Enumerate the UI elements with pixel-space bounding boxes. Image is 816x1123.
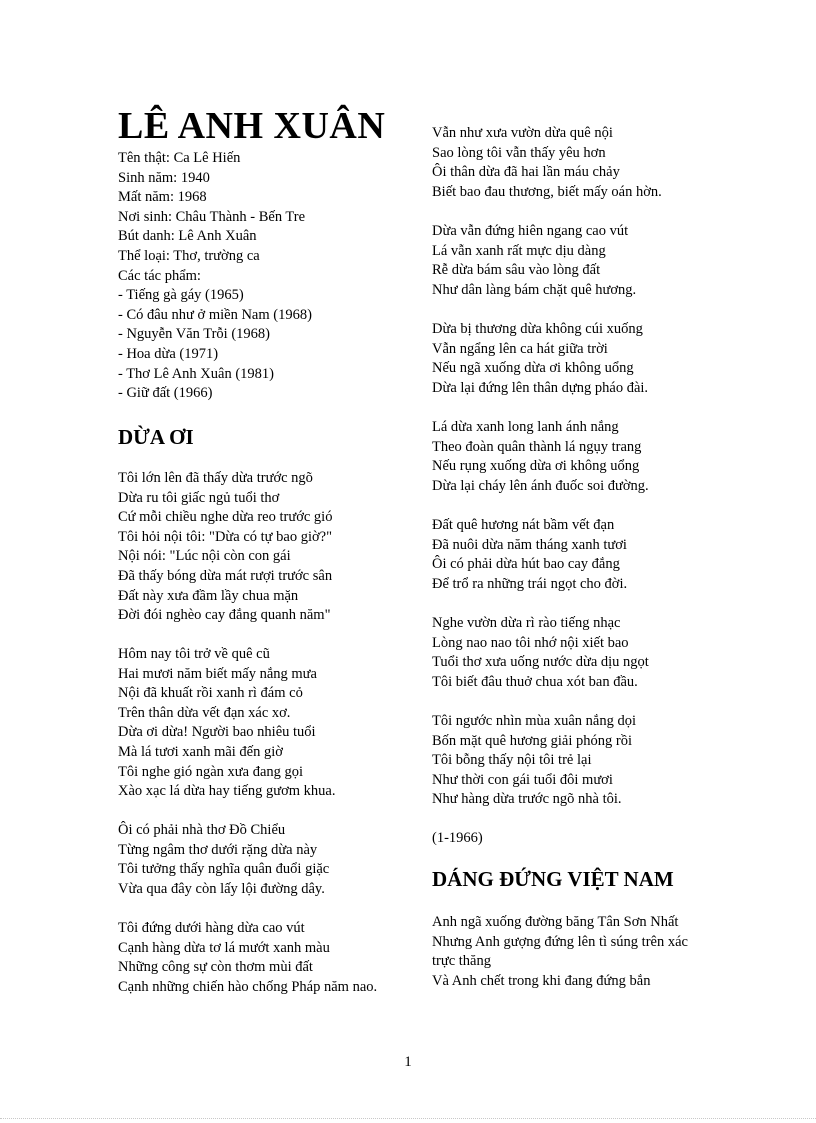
- poem-line: Vẫn như xưa vườn dừa quê nội: [432, 125, 613, 141]
- poem-stanza: [432, 913, 700, 991]
- poem-line: Dừa bị thương dừa không cúi xuống: [432, 321, 643, 337]
- poem-stanza: [432, 614, 649, 692]
- poem-line: Xào xạc lá dừa hay tiếng gươm khua.: [118, 783, 336, 800]
- poem-line: Đã thấy bóng dừa mát rượi trước sân: [118, 567, 333, 584]
- poem-line: Bốn mặt quê hương giải phóng rồi: [432, 732, 632, 749]
- poem-line: Để trổ ra những trái ngọt cho đời.: [432, 575, 628, 592]
- poem-line: Vẫn ngẩng lên ca hát giữa trời: [432, 340, 608, 357]
- poem-title-dua-oi: DỪA ƠI: [118, 425, 194, 449]
- poem-stanza: [118, 469, 332, 626]
- poem-line: Và Anh chết trong khi đang đứng bắn: [432, 972, 651, 989]
- bio-line: Bút danh: Lê Anh Xuân: [118, 228, 257, 245]
- bio-line: Nơi sinh: Châu Thành - Bến Tre: [118, 208, 306, 225]
- bio-line: Thể loại: Thơ, trường ca: [118, 247, 260, 264]
- poem-line: Nội nói: "Lúc nội còn con gái: [118, 548, 291, 565]
- poem-line: Từng ngâm thơ dưới rặng dừa này: [118, 841, 318, 858]
- poem-stanza: [118, 821, 329, 899]
- bio-line: - Giữ đất (1966): [118, 385, 213, 402]
- poem-line: Dừa ru tôi giấc ngủ tuổi thơ: [118, 489, 280, 506]
- poem-line: Nội đã khuất rồi xanh rì đám cỏ: [118, 685, 303, 702]
- poem-stanza: [432, 516, 627, 594]
- poem-line: Tôi đứng dưới hàng dừa cao vút: [118, 920, 305, 936]
- bio-line: - Thơ Lê Anh Xuân (1981): [118, 365, 274, 382]
- poem-line: Tôi hỏi nội tôi: "Dừa có tự bao giờ?": [118, 528, 333, 545]
- bio-line: Mất năm: 1968: [118, 189, 207, 206]
- poem-line: Biết bao đau thương, biết mấy oán hờn.: [432, 183, 662, 200]
- bio-line: - Hoa dừa (1971): [118, 345, 219, 362]
- poem-line: Ôi có phải dừa hút bao cay đắng: [432, 556, 620, 573]
- poem-stanza: [432, 712, 636, 810]
- poem-line: Ôi có phải nhà thơ Đồ Chiểu: [118, 822, 286, 838]
- poem-line: Như thời con gái tuổi đôi mươi: [432, 771, 613, 788]
- bio-line: - Nguyễn Văn Trỗi (1968): [118, 326, 270, 343]
- bio-line: Các tác phẩm:: [118, 267, 201, 284]
- poem-line: Đã nuôi dừa năm tháng xanh tươi: [432, 536, 627, 553]
- page-number: 1: [404, 1054, 412, 1070]
- poem-line: Tôi tưởng thấy nghĩa quân đuổi giặc: [118, 861, 330, 878]
- poem-line: Lòng nao nao tôi nhớ nội xiết bao: [432, 634, 629, 651]
- poem-line: Dừa lại đứng lên thân dựng pháo đài.: [432, 379, 649, 396]
- poem-date: (1-1966): [432, 830, 483, 846]
- poem-line: Hai mươi năm biết mấy nắng mưa: [118, 665, 317, 682]
- author-bio: [118, 149, 312, 404]
- poem-line: Tôi biết đâu thuở chua xót ban đầu.: [432, 673, 638, 690]
- poem-line: Những công sự còn thơm mùi đất: [118, 959, 313, 976]
- poem-line: Dừa lại cháy lên ánh đuốc soi đường.: [432, 477, 649, 494]
- bio-line: - Tiếng gà gáy (1965): [118, 287, 244, 304]
- poem-line: Nhưng Anh gượng đứng lên tì súng trên xác trực thăng: [432, 933, 688, 970]
- poem-line: Trên thân dừa vết đạn xác xơ.: [118, 704, 291, 721]
- poem-stanza: [432, 320, 648, 398]
- poem-stanza: [432, 222, 636, 300]
- poem-line: Cạnh những chiến hào chống Pháp năm nao.: [118, 978, 378, 995]
- page-bottom-rule: [0, 1118, 816, 1119]
- poem-line: Đất này xưa đầm lầy chua mặn: [118, 587, 299, 604]
- poem-line: Tôi ngước nhìn mùa xuân nắng dọi: [432, 713, 636, 729]
- poem-line: Rễ dừa bám sâu vào lòng đất: [432, 262, 601, 279]
- poem-line: Nếu ngã xuống dừa ơi không uổng: [432, 360, 634, 377]
- poem-title-dang-dung-viet-nam: DÁNG ĐỨNG VIỆT NAM: [432, 867, 674, 891]
- poem-line: Hôm nay tôi trở về quê cũ: [118, 646, 270, 662]
- poem-line: Cạnh hàng dừa tơ lá mướt xanh màu: [118, 939, 330, 956]
- poem-line: Tôi nghe gió ngàn xưa đang gọi: [118, 763, 304, 780]
- poem-line: Ôi thân dừa đã hai lần máu chảy: [432, 164, 620, 181]
- poem-line: Tôi lớn lên đã thấy dừa trước ngõ: [118, 470, 313, 486]
- poem-line: Mà lá tươi xanh mãi đến giờ: [118, 743, 283, 760]
- poem-line: Đất quê hương nát bầm vết đạn: [432, 517, 615, 533]
- poem-line: Theo đoàn quân thành lá ngụy trang: [432, 438, 642, 455]
- poem-line: Dừa ơi dừa! Người bao nhiêu tuổi: [118, 724, 316, 741]
- poem-line: Như dân làng bám chặt quê hương.: [432, 281, 637, 298]
- poem-line: Như hàng dừa trước ngõ nhà tôi.: [432, 791, 622, 808]
- poem-stanza: [118, 645, 335, 802]
- poem-stanza: [118, 919, 380, 997]
- poem-line: Nếu rụng xuống dừa ơi không uổng: [432, 458, 640, 475]
- bio-line: Tên thật: Ca Lê Hiến: [118, 150, 241, 166]
- bio-line: - Có đâu như ở miền Nam (1968): [118, 306, 312, 323]
- poem-line: Nghe vườn dừa rì rào tiếng nhạc: [432, 615, 621, 631]
- author-name: LÊ ANH XUÂN: [118, 105, 386, 147]
- poem-line: Dừa vẫn đứng hiên ngang cao vút: [432, 223, 629, 239]
- poem-line: Tôi bỗng thấy nội tôi trẻ lại: [432, 752, 592, 769]
- poem-line: Lá vẫn xanh rất mực dịu dàng: [432, 242, 606, 259]
- poem-line: Cứ mỗi chiều nghe dừa reo trước gió: [118, 509, 333, 526]
- poem-line: Sao lòng tôi vẫn thấy yêu hơn: [432, 144, 606, 161]
- poem-line: Tuổi thơ xưa uống nước dừa dịu ngọt: [432, 654, 649, 671]
- bio-line: Sinh năm: 1940: [118, 169, 210, 186]
- poem-stanza: [432, 124, 662, 202]
- poem-line: Anh ngã xuống đường băng Tân Sơn Nhất: [432, 914, 679, 930]
- poem-stanza: [432, 418, 649, 496]
- poem-line: Đời đói nghèo cay đắng quanh năm": [118, 607, 331, 624]
- poem-line: Vừa qua đây còn lấy lội đường dây.: [118, 880, 325, 897]
- poem-line: Lá dừa xanh long lanh ánh nắng: [432, 419, 619, 435]
